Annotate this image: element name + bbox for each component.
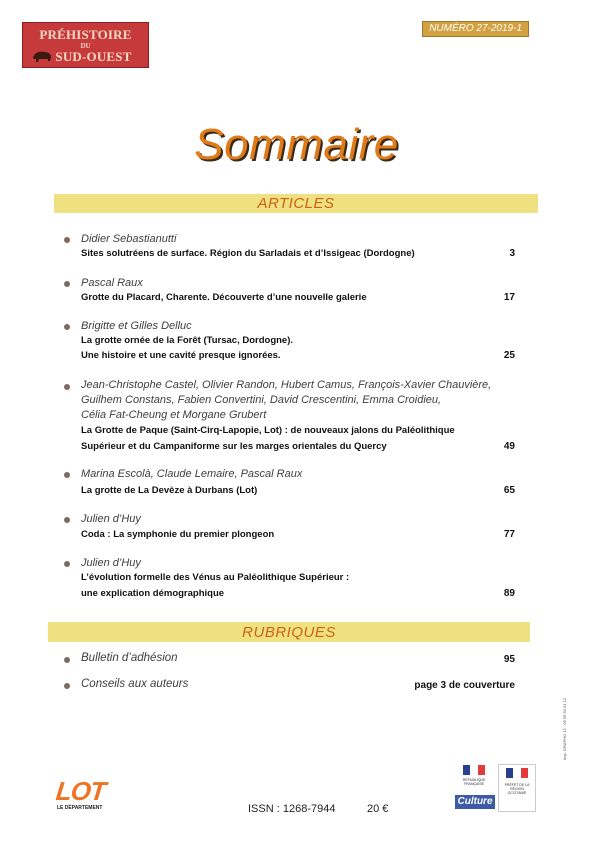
bullet-icon [64,472,70,478]
rubrique-label: Bulletin d’adhésion [81,652,178,664]
article-authors-line: Jean-Christophe Castel, Olivier Randon, Hubert Camus, François-Xavier Chauvière, [81,379,492,391]
article-title-line: L’évolution formelle des Vénus au Paléolithique Supérieur : [81,572,350,583]
article-authors: Julien d’Huy [81,557,141,569]
bullet-icon [64,657,70,663]
issue-number-badge: NUMÉRO 27-2019-1 [422,21,529,37]
bullet-icon [64,561,70,567]
rubriques-section-header: RUBRIQUES [48,622,530,642]
article-authors: Pascal Raux [81,277,143,289]
article-page: 25 [503,350,515,361]
logo-line-1: PRÉHISTOIRE [39,27,132,42]
article-page: 3 [509,248,515,259]
article-title-line: Supérieur et du Campaniforme sur les marges orientales du Quercy [81,441,387,452]
printer-note: Imp. GRAPHO 12 - 05 65 63 01 12 [562,697,567,760]
article-title: Grotte du Placard, Charente. Découverte d’une nouvelle galerie [81,292,367,303]
article-authors: Marina Escolà, Claude Lemaire, Pascal Raux [81,468,303,480]
article-authors: Brigitte et Gilles Delluc [81,320,192,332]
journal-logo [22,22,149,68]
article-authors: Didier Sebastianutti [81,233,177,245]
prefet-occitanie-logo [498,764,536,812]
article-title: La grotte de La Devèze à Durbans (Lot) [81,485,258,496]
rubrique-page: page 3 de couverture [414,680,515,691]
article-page: 65 [503,485,515,496]
articles-section-header: ARTICLES [54,194,538,213]
article-authors-line: Guilhem Constans, Fabien Convertini, David Crescentini, Emma Croidieu, [81,394,442,406]
bullet-icon [64,683,70,689]
article-page: 89 [503,588,515,599]
gov-caption: PRÉFET DE LA RÉGION OCCITANIE [504,783,530,795]
article-title-line: Une histoire et une cavité presque ignorées. [81,350,281,361]
rubrique-page: 95 [503,654,515,665]
culture-label: Culture [455,795,495,809]
gov-caption: RÉPUBLIQUE FRANÇAISE [462,778,486,786]
price: 20 € [367,803,389,815]
article-authors: Julien d’Huy [81,513,141,525]
article-authors-line: Célia Fat-Cheung et Morgane Grubert [81,409,267,421]
article-title: Sites solutréens de surface. Région du Sarladais et d’Issigeac (Dordogne) [81,248,415,259]
bullet-icon [64,281,70,287]
page-title: Sommaire [194,120,399,169]
logo-line-3: SUD-OUEST [55,49,132,64]
french-flag-icon [506,768,528,778]
bullet-icon [64,517,70,523]
article-page: 77 [503,529,515,540]
issn-number: ISSN : 1268-7944 [248,803,336,815]
bullet-icon [64,384,70,390]
rubrique-label: Conseils aux auteurs [81,678,189,690]
french-flag-icon [463,765,485,775]
article-title: Coda : La symphonie du premier plongeon [81,529,275,540]
article-title-line: une explication démographique [81,588,225,599]
article-title-line: La Grotte de Paque (Saint-Cirq-Lapopie, Lot) : de nouveaux jalons du Paléolithique [81,425,455,436]
lot-departement-logo: LOT [54,776,107,806]
bullet-icon [64,237,70,243]
logo-line-2: DU [80,42,91,50]
article-page: 49 [503,441,515,452]
bullet-icon [64,324,70,330]
article-title-line: La grotte ornée de la Forêt (Tursac, Dordogne). [81,335,294,346]
lot-departement-subtitle: LE DÉPARTEMENT [57,805,103,811]
article-page: 17 [503,292,515,303]
